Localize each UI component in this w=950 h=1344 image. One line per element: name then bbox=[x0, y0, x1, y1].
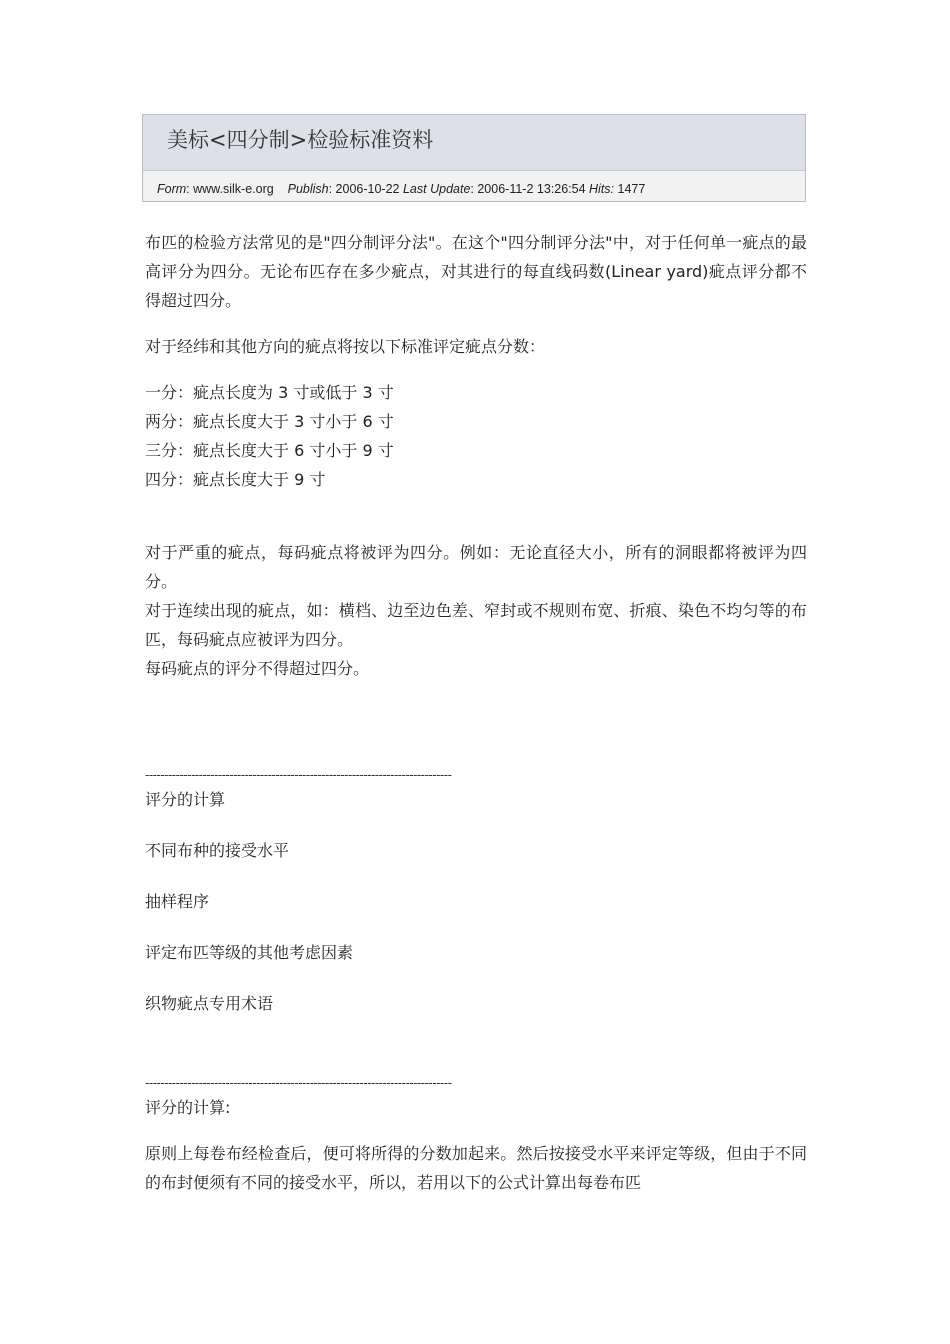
toc-item[interactable]: 评分的计算 bbox=[145, 790, 226, 809]
divider: -------------------------------------------------------------------------------- bbox=[145, 768, 452, 782]
hits-label: Hits: bbox=[589, 182, 615, 196]
last-update-value: : 2006-11-2 13:26:54 bbox=[470, 182, 586, 196]
article-body bbox=[145, 228, 807, 1197]
publish-label: Publish bbox=[287, 182, 329, 196]
criteria-intro: 对于经纬和其他方向的疵点将按以下标准评定疵点分数： bbox=[145, 337, 546, 356]
section-title: 评分的计算: bbox=[145, 1098, 231, 1117]
toc-item[interactable]: 抽样程序 bbox=[145, 892, 210, 911]
article-title: 美标<四分制>检验标准资料 bbox=[167, 128, 434, 152]
toc-item[interactable]: 不同布种的接受水平 bbox=[145, 841, 290, 860]
severe-paragraph-1: 对于严重的疵点，每码疵点将被评为四分。例如：无论直径大小，所有的洞眼都将被评为四分。 bbox=[145, 543, 807, 591]
criteria-item: 四分：疵点长度大于 9 寸 bbox=[145, 470, 326, 489]
form-label: Form bbox=[157, 182, 187, 196]
article-title-band bbox=[143, 115, 805, 171]
toc-item[interactable]: 织物疵点专用术语 bbox=[145, 994, 274, 1013]
divider: -------------------------------------------------------------------------------- bbox=[145, 1076, 452, 1090]
criteria-item: 三分：疵点长度大于 6 寸小于 9 寸 bbox=[145, 441, 394, 460]
severe-paragraph-3: 每码疵点的评分不得超过四分。 bbox=[145, 659, 370, 678]
publish-value: : 2006-10-22 bbox=[328, 182, 400, 196]
hits-value: 1477 bbox=[614, 182, 646, 196]
form-value: : www.silk-e.org bbox=[186, 182, 274, 196]
intro-paragraph: 布匹的检验方法常见的是"四分制评分法"。在这个"四分制评分法"中，对于任何单一疵点的最高评分为四分。无论布匹存在多少疵点，对其进行的每直线码数(Linear yard)疵点评分都不得超过四分。 bbox=[145, 233, 807, 310]
criteria-item: 两分：疵点长度大于 3 寸小于 6 寸 bbox=[145, 412, 394, 431]
severe-paragraph-2: 对于连续出现的疵点，如：横档、边至边色差、窄封或不规则布宽、折痕、染色不均匀等的布匹，每码疵点应被评为四分。 bbox=[145, 601, 807, 649]
criteria-item: 一分：疵点长度为 3 寸或低于 3 寸 bbox=[145, 383, 394, 402]
section-paragraph: 原则上每卷布经检查后，便可将所得的分数加起来。然后按接受水平来评定等级，但由于不同的布封便须有不同的接受水平，所以，若用以下的公式计算出每卷布匹 bbox=[145, 1144, 807, 1192]
article-header bbox=[142, 114, 806, 202]
article-meta bbox=[143, 171, 805, 196]
last-update-label: Last Update bbox=[402, 182, 471, 196]
toc-item[interactable]: 评定布匹等级的其他考虑因素 bbox=[145, 943, 354, 962]
